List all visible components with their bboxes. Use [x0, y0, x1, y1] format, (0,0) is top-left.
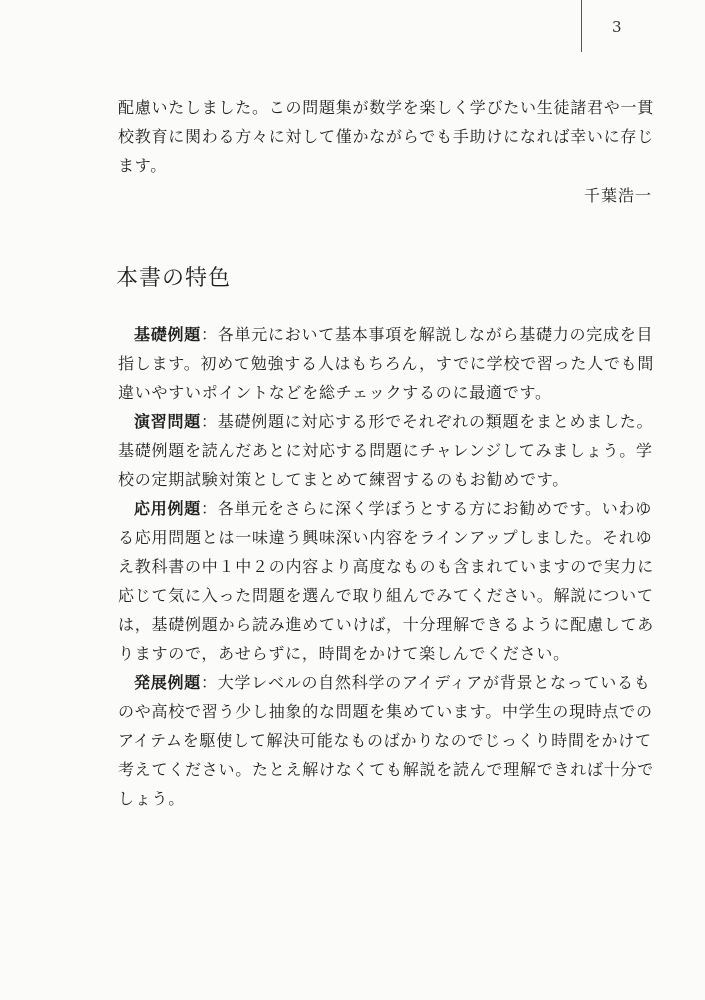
feature-text: ：各単元をさらに深く学ぼうとする方にお勧めです。いわゆ	[201, 499, 652, 518]
feature-text-line: のや高校で習う少し抽象的な問題を集めています。中学生の現時点での	[118, 702, 653, 721]
header-rule	[581, 0, 582, 52]
author-signature: 千葉浩一	[583, 186, 652, 205]
feature-text-line: 基礎例題を読んだあとに対応する問題にチャレンジしてみましょう。学	[118, 441, 653, 460]
feature-text-line: アイテムを駆使して解決可能なものばかりなのでじっくり時間をかけて	[118, 731, 652, 750]
preface-line: ます。	[118, 156, 167, 175]
feature-item-first-line	[134, 673, 651, 693]
feature-text-line: 校の定期試験対策としてまとめて練習するのもお勧めです。	[118, 470, 569, 489]
feature-text-line: 指します。初めて勉強する人はもちろん，すでに学校で習った人でも間	[118, 354, 655, 373]
feature-term: 応用例題	[134, 499, 202, 518]
feature-text-line: る応用問題とは一味違う興味深い内容をラインアップしました。それゆ	[118, 528, 653, 547]
feature-text-line: 応じて気に入った問題を選んで取り組んでみてください。解説について	[118, 586, 654, 605]
page-number: 3	[612, 18, 622, 36]
feature-text-line: 違いやすいポイントなどを総チェックするのに最適です。	[118, 383, 552, 402]
feature-item-first-line	[134, 499, 652, 519]
preface-line: 配慮いたしました。この問題集が数学を楽しく学びたい生徒諸君や一貫	[118, 98, 655, 117]
feature-item-first-line	[134, 412, 653, 432]
feature-text: ：各単元において基本事項を解説しながら基礎力の完成を目	[201, 325, 654, 344]
feature-text-line: りますので，あせらずに，時間をかけて楽しんでください。	[118, 644, 570, 663]
section-title: 本書の特色	[116, 266, 232, 291]
feature-term: 演習問題	[134, 412, 202, 431]
feature-text-line: しょう。	[118, 789, 186, 808]
feature-text-line: え教科書の中１中２の内容より高度なものも含まれていますので実力に	[118, 557, 655, 576]
preface-line: 校教育に関わる方々に対して僅かながらでも手助けになれば幸いに存じ	[118, 127, 654, 146]
feature-text: ：基礎例題に対応する形でそれぞれの類題をまとめました。	[201, 412, 654, 431]
feature-term: 発展例題	[134, 673, 202, 692]
feature-term: 基礎例題	[134, 325, 202, 344]
feature-item-first-line	[134, 325, 653, 345]
feature-text-line: 考えてください。たとえ解けなくても解説を読んで理解できれば十分で	[118, 760, 655, 779]
feature-text: ：大学レベルの自然科学のアイディアが背景となっているも	[201, 673, 651, 692]
feature-text-line: は，基礎例題から読み進めていけば，十分理解できるように配慮してあ	[118, 615, 655, 634]
